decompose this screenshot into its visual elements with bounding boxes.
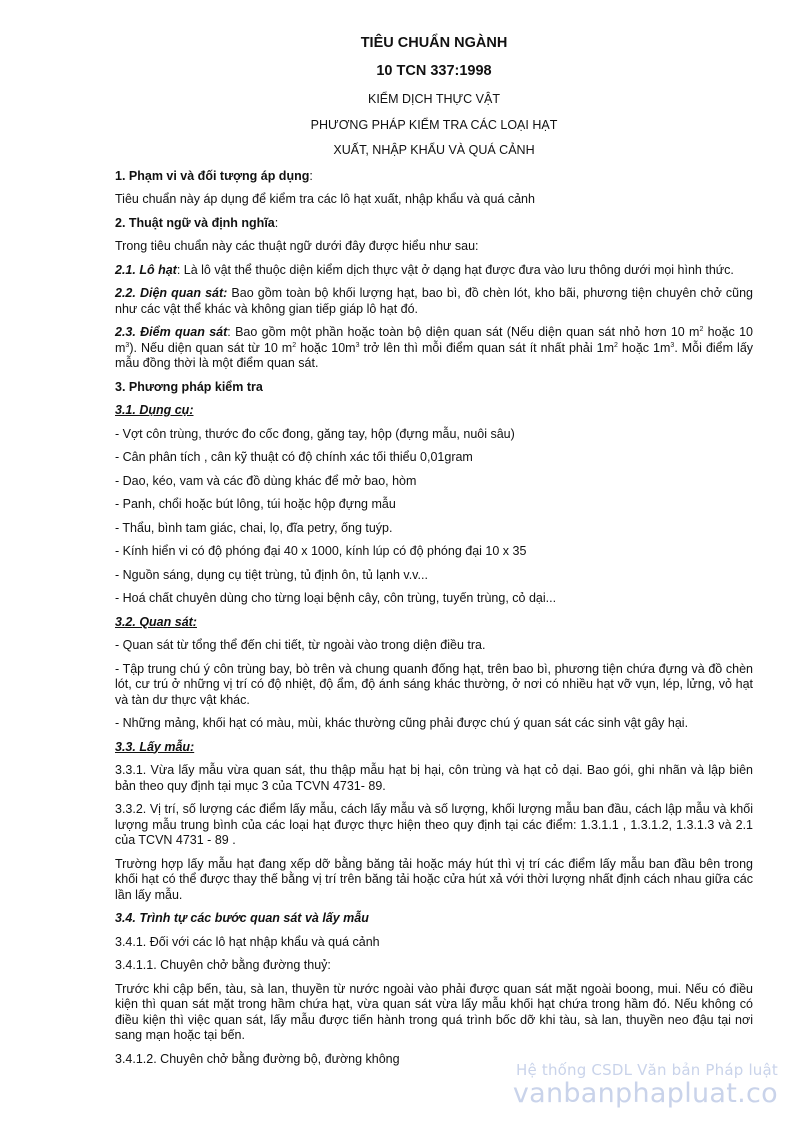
paragraph: 3.3.1. Vừa lấy mẫu vừa quan sát, thu thập mẫu hạt bị hại, côn trùng và hạt cỏ dại. Bao gói, ghi nhãn và lập biên bản theo quy định tại mục 3 của TCVN 4731- 89. xyxy=(115,763,753,793)
list-item: - Hoá chất chuyên dùng cho từng loại bệnh cây, côn trùng, tuyến trùng, cỏ dại... xyxy=(115,591,557,605)
list-item: - Những mảng, khối hạt có màu, mùi, khác thường cũng phải được chú ý quan sát các sinh vật gây hại. xyxy=(115,716,689,730)
watermark xyxy=(513,1061,778,1109)
watermark-line-2: vanbanphapluat.co xyxy=(512,1078,778,1109)
definition-2-2: 2.2. Diện quan sát: Bao gồm toàn bộ khối lượng hạt, bao bì, đồ chèn lót, kho bãi, phương tiện chuyên chở cũng như các vật thể khác và không gian tiếp giáp lô hạt đó. xyxy=(115,286,753,316)
section-3-4-1-2: 3.4.1.2. Chuyên chở bằng đường bộ, đường không xyxy=(115,1051,400,1066)
section-3-heading: 3. Phương pháp kiểm tra xyxy=(115,379,263,394)
list-item: - Panh, chổi hoặc bút lông, túi hoặc hộp đựng mẫu xyxy=(115,497,396,511)
list-item: - Thẩu, bình tam giác, chai, lọ, đĩa petry, ống tuýp. xyxy=(115,520,393,535)
section-3-1-heading: 3.1. Dụng cụ: xyxy=(115,403,194,417)
subtitle-line-2: PHƯƠNG PHÁP KIỂM TRA CÁC LOẠI HẠT xyxy=(310,117,558,132)
section-2-intro: Trong tiêu chuẩn này các thuật ngữ dưới đây được hiểu như sau: xyxy=(115,239,479,253)
watermark-line-1: Hệ thống CSDL Văn bản Pháp luật xyxy=(515,1061,778,1079)
list-item: - Nguồn sáng, dụng cụ tiệt trùng, tủ định ôn, tủ lạnh v.v... xyxy=(115,567,428,582)
definition-2-1: 2.1. Lô hạt: Là lô vật thể thuộc diện kiểm dịch thực vật ở dạng hạt được đưa vào lưu thông dưới mọi hình thức. xyxy=(115,262,734,277)
list-item: - Quan sát từ tổng thể đến chi tiết, từ ngoài vào trong diện điều tra. xyxy=(115,638,486,652)
section-3-4-1-1: 3.4.1.1. Chuyên chở bằng đường thuỷ: xyxy=(115,958,331,972)
section-1-heading: 1. Phạm vi và đối tượng áp dụng: xyxy=(115,168,313,183)
section-3-3-heading: 3.3. Lấy mẫu: xyxy=(115,739,195,754)
subtitle-line-3: XUẤT, NHẬP KHẨU VÀ QUÁ CẢNH xyxy=(333,143,535,157)
section-3-4-1: 3.4.1. Đối với các lô hạt nhập khẩu và quá cảnh xyxy=(115,934,380,949)
section-3-4-heading: 3.4. Trình tự các bước quan sát và lấy mẫu xyxy=(115,911,369,925)
section-3-2-heading: 3.2. Quan sát: xyxy=(115,614,197,629)
paragraph: Trường hợp lấy mẫu hạt đang xếp dỡ bằng băng tải hoặc máy hút thì vị trí các điểm lấy mẫu ban đầu bên trong khối hạt có thể được thay thế bằng vị trí trên băng tải hoặc cửa hút xả với thời lượng nhất định cách nhau giữa các lần lấy mẫu. xyxy=(115,856,753,902)
subtitle-line-1: KIỂM DỊCH THỰC VẬT xyxy=(368,92,500,106)
list-item: - Kính hiển vi có độ phóng đại 40 x 1000, kính lúp có độ phóng đại 10 x 35 xyxy=(115,544,527,558)
list-item: - Vợt côn trùng, thước đo cốc đong, găng tay, hộp (đựng mẫu, nuôi sâu) xyxy=(115,426,515,441)
paragraph: Trước khi cập bến, tàu, sà lan, thuyền từ nước ngoài vào phải được quan sát mặt ngoài boong, mui. Nếu có điều kiện thì quan sát mặt trong hầm chứa hạt, vừa quan sát vừa lấy mẫu khối hạt chứa trong hầm đó. Nếu không có điều kiện thì việc quan sát, lấy mẫu được tiến hành trong quá trình bốc dỡ khi tàu, sà lan, thuyền neo đậu tại nơi sang mạn hoặc tại bến. xyxy=(115,981,753,1042)
document-page xyxy=(115,36,753,1067)
document-title: TIÊU CHUẨN NGÀNH xyxy=(360,35,508,51)
list-item: - Cân phân tích , cân kỹ thuật có độ chính xác tối thiểu 0,01gram xyxy=(115,450,473,464)
standard-number: 10 TCN 337:1998 xyxy=(376,62,492,79)
list-item: - Dao, kéo, vam và các đồ dùng khác để mở bao, hòm xyxy=(115,473,417,488)
section-2-heading: 2. Thuật ngữ và định nghĩa: xyxy=(115,215,279,230)
definition-2-3: 2.3. Điểm quan sát: Bao gồm một phần hoặc toàn bộ diện quan sát (Nếu diện quan sát nhỏ hơn 10 $m^2$ hoặc 10 $m^3$). Nếu diện quan sát từ 10 $m^2$ hoặc $10m^3$ trở lên thì mỗi điểm quan sát ít nhất phải $1m^2$ hoặc $1m^3$. Mỗi điểm lấy mẫu đồng thời là một điểm quan sát. xyxy=(115,325,754,370)
paragraph: 3.3.2. Vị trí, số lượng các điểm lấy mẫu, cách lấy mẫu và số lượng, khối lượng mẫu ban đầu, cách lập mẫu và khối lượng mẫu trung bình của các loại hạt được thực hiện theo quy định tại các điểm: 1.3.1.1 , 1.3.1.2, 1.3.1.3 và 2.1 của TCVN 4731 - 89 . xyxy=(115,802,753,847)
list-item: - Tập trung chú ý côn trùng bay, bò trên và chung quanh đống hạt, trên bao bì, phương tiện chứa đựng và đồ chèn lót, cư trú ở những vị trí có độ nhiệt, độ ẩm, độ ánh sáng khác thường, ở nơi có nhiều hạt vỡ vụn, lép, lửng, vỏ hạt và tàn dư thực vật khác. xyxy=(115,661,753,707)
section-1-text: Tiêu chuẩn này áp dụng để kiểm tra các lô hạt xuất, nhập khẩu và quá cảnh xyxy=(115,192,535,206)
